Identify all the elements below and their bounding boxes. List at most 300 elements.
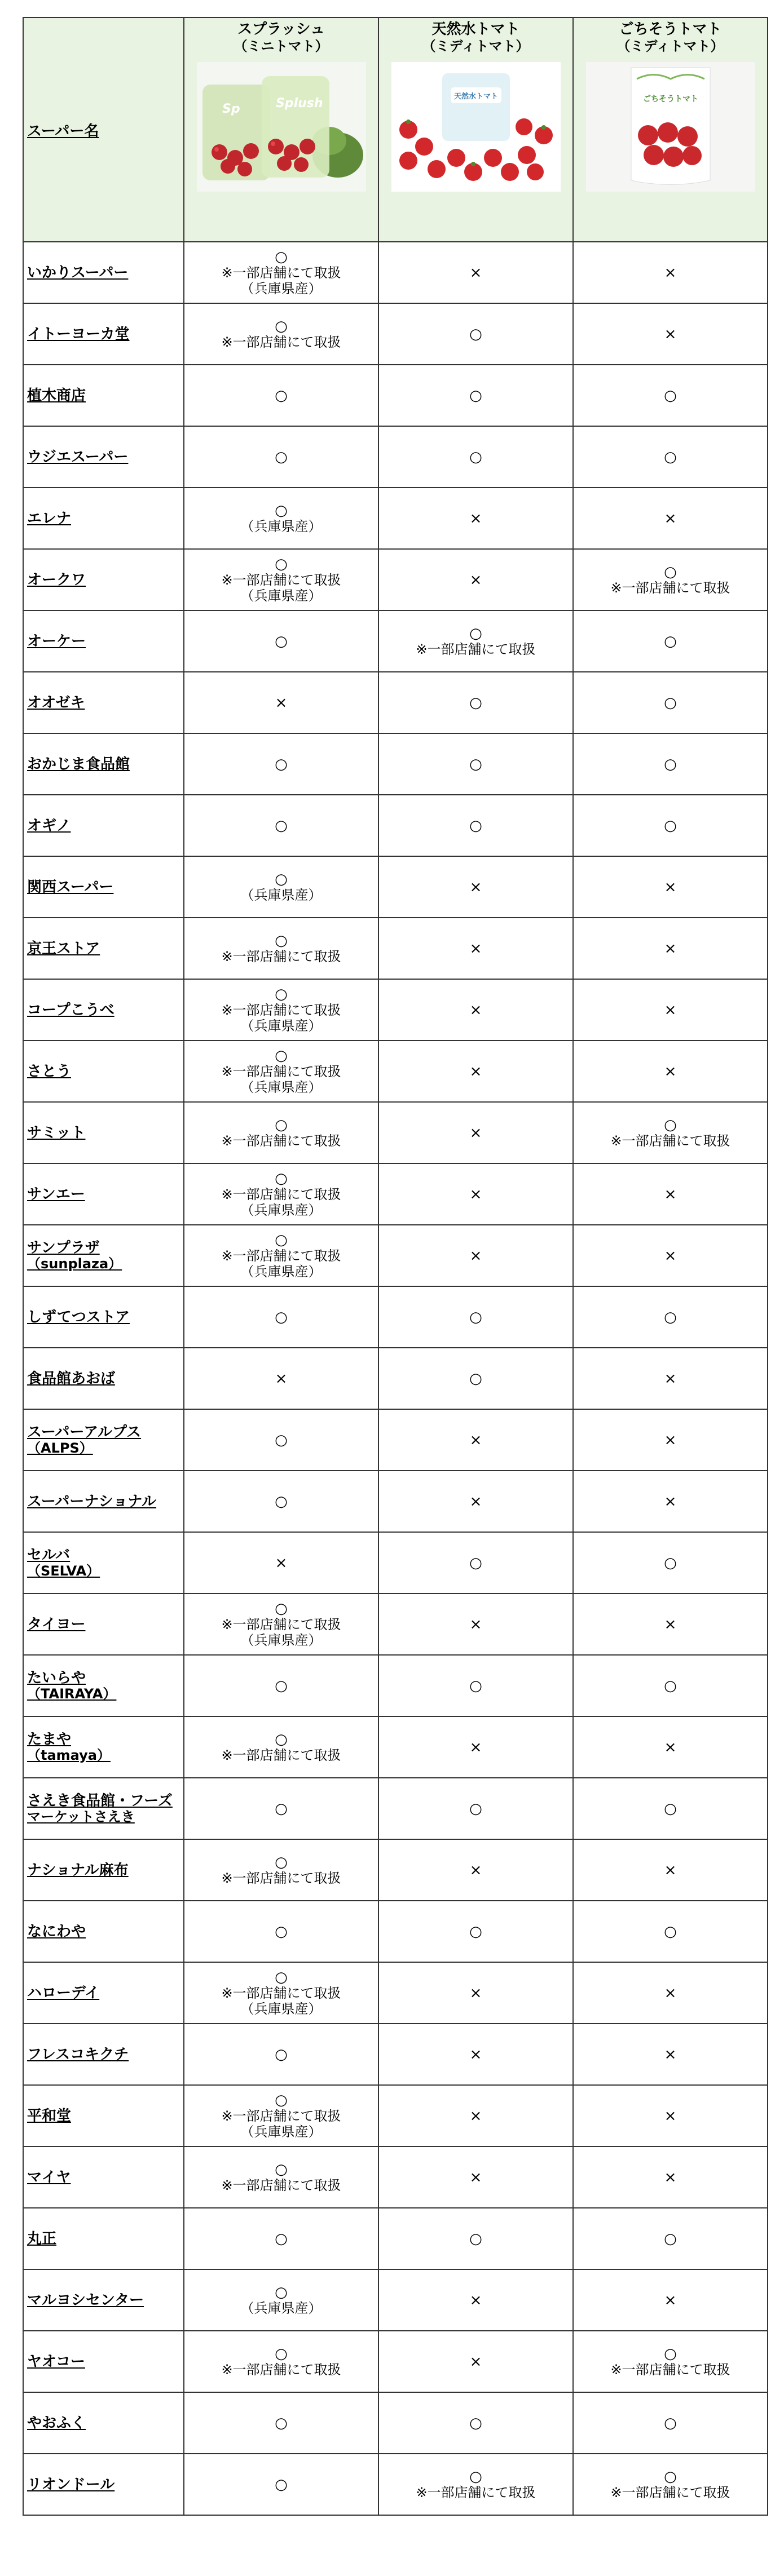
store-name-cell xyxy=(23,1594,184,1655)
availability-cell xyxy=(184,426,378,488)
availability-mark: ○ xyxy=(275,448,288,466)
availability-mark: ○ xyxy=(664,1800,677,1817)
store-column-header xyxy=(23,17,184,242)
availability-cell xyxy=(573,1532,768,1594)
store-name-cell xyxy=(23,488,184,549)
availability-mark: ○ xyxy=(275,985,288,1003)
svg-text:Sp: Sp xyxy=(222,102,240,116)
table-row xyxy=(23,672,768,733)
store-name-cell xyxy=(23,1778,184,1839)
availability-mark: ○ xyxy=(275,555,288,573)
store-name-cell xyxy=(23,2269,184,2331)
availability-cell xyxy=(378,1163,573,1225)
availability-cell xyxy=(378,2392,573,2454)
availability-mark: ○ xyxy=(275,2476,288,2493)
store-name: たまや xyxy=(27,1730,72,1748)
table-row xyxy=(23,1839,768,1901)
availability-cell xyxy=(184,1286,378,1348)
availability-cell xyxy=(378,856,573,918)
table-row xyxy=(23,1225,768,1286)
table-row xyxy=(23,303,768,365)
availability-cell xyxy=(573,2085,768,2146)
table-row xyxy=(23,795,768,856)
availability-mark: ○ xyxy=(275,387,288,404)
availability-note: ※一部店舗にて取扱 xyxy=(221,2108,341,2124)
availability-cell xyxy=(573,1471,768,1532)
store-name-sub: （tamaya） xyxy=(27,1747,111,1763)
availability-mark: × xyxy=(469,264,482,281)
store-name: ナショナル麻布 xyxy=(27,1861,129,1879)
availability-mark: × xyxy=(469,1615,482,1633)
store-name: サンエー xyxy=(27,1185,85,1203)
availability-note: ※一部店舗にて取扱 xyxy=(221,1747,341,1763)
table-row xyxy=(23,1041,768,1102)
availability-note: （兵庫県産） xyxy=(240,1263,322,1280)
store-name: やおふく xyxy=(27,2414,86,2432)
store-name-cell xyxy=(23,1962,184,2024)
availability-note: ※一部店舗にて取扱 xyxy=(610,579,730,596)
availability-cell xyxy=(573,365,768,426)
availability-cell xyxy=(378,1778,573,1839)
availability-cell xyxy=(573,1839,768,1901)
table-row xyxy=(23,1409,768,1471)
availability-mark: × xyxy=(469,1984,482,2002)
availability-cell xyxy=(378,242,573,303)
store-name: 平和堂 xyxy=(27,2107,72,2124)
availability-cell xyxy=(378,549,573,610)
product-type: （ミニトマト） xyxy=(234,38,329,54)
availability-cell xyxy=(378,426,573,488)
availability-mark: ○ xyxy=(275,870,288,888)
availability-cell xyxy=(573,1163,768,1225)
table-wrapper xyxy=(23,17,767,2516)
availability-mark: × xyxy=(664,1861,677,1879)
store-name: ハローデイ xyxy=(27,1984,100,2002)
availability-cell xyxy=(184,549,378,610)
availability-mark: ○ xyxy=(275,2046,288,2063)
product-header-splash xyxy=(184,17,378,242)
store-name-cell xyxy=(23,1532,184,1594)
availability-cell xyxy=(573,1409,768,1471)
table-row xyxy=(23,1286,768,1348)
table-row xyxy=(23,918,768,979)
availability-mark: ○ xyxy=(664,817,677,834)
availability-cell xyxy=(378,303,573,365)
store-name: オークワ xyxy=(27,571,86,588)
store-name: セルバ xyxy=(27,1546,71,1564)
store-name: いかりスーパー xyxy=(27,264,129,281)
store-name: サミット xyxy=(27,1124,86,1141)
availability-cell xyxy=(378,1716,573,1778)
store-name-sub: （ALPS） xyxy=(27,1440,93,1456)
availability-cell xyxy=(378,1839,573,1901)
store-name-cell xyxy=(23,2085,184,2146)
availability-mark: × xyxy=(469,1063,482,1080)
availability-mark: × xyxy=(469,2046,482,2063)
availability-cell xyxy=(573,1286,768,1348)
store-name-cell xyxy=(23,1286,184,1348)
availability-cell xyxy=(573,242,768,303)
table-row xyxy=(23,1716,768,1778)
store-name-cell xyxy=(23,2146,184,2208)
availability-mark: ○ xyxy=(469,694,482,711)
availability-cell xyxy=(184,2269,378,2331)
availability-cell xyxy=(378,2454,573,2515)
availability-mark: ○ xyxy=(275,2283,288,2301)
availability-cell xyxy=(378,918,573,979)
availability-cell xyxy=(184,918,378,979)
availability-mark: × xyxy=(469,1124,482,1141)
availability-cell xyxy=(573,1716,768,1778)
availability-mark: ○ xyxy=(469,325,482,343)
availability-mark: ○ xyxy=(664,2345,677,2362)
svg-text:Splush: Splush xyxy=(275,96,323,110)
store-name: オーケー xyxy=(27,632,86,650)
availability-cell xyxy=(573,549,768,610)
availability-cell xyxy=(573,979,768,1041)
availability-mark: × xyxy=(469,2353,482,2370)
table-row xyxy=(23,2392,768,2454)
availability-note: （兵庫県産） xyxy=(240,2000,322,2017)
product-type: （ミディトマト） xyxy=(422,38,530,54)
availability-cell xyxy=(378,365,573,426)
availability-cell xyxy=(378,2085,573,2146)
availability-mark: ○ xyxy=(275,1231,288,1249)
availability-mark: ○ xyxy=(275,817,288,834)
availability-mark: ○ xyxy=(664,1308,677,1326)
table-row xyxy=(23,2085,768,2146)
store-name: 関西スーパー xyxy=(27,878,114,896)
availability-cell xyxy=(378,672,573,733)
availability-note: （兵庫県産） xyxy=(240,1202,322,1218)
availability-cell xyxy=(184,1041,378,1102)
availability-cell xyxy=(184,672,378,733)
store-name-sub: マーケットさえき xyxy=(27,1808,135,1825)
availability-cell xyxy=(184,2454,378,2515)
availability-mark: × xyxy=(664,1001,677,1019)
availability-mark: × xyxy=(469,1493,482,1510)
availability-cell xyxy=(184,2085,378,2146)
availability-mark: × xyxy=(469,2107,482,2124)
availability-cell xyxy=(378,2024,573,2085)
availability-cell xyxy=(573,1102,768,1163)
store-name-cell xyxy=(23,1225,184,1286)
availability-mark: ○ xyxy=(275,1730,288,1748)
table-row xyxy=(23,2331,768,2392)
store-name: 食品館あおば xyxy=(27,1370,116,1387)
availability-note: ※一部店舗にて取扱 xyxy=(221,572,341,588)
availability-cell xyxy=(573,2024,768,2085)
store-name: イトーヨーカ堂 xyxy=(27,325,130,343)
availability-mark: ○ xyxy=(469,1554,482,1572)
availability-note: （兵庫県産） xyxy=(240,587,322,604)
product-name: 天然水トマト xyxy=(431,21,520,38)
availability-mark: ○ xyxy=(664,387,677,404)
availability-mark: × xyxy=(664,325,677,343)
store-name-cell xyxy=(23,2454,184,2515)
table-row xyxy=(23,2208,768,2269)
availability-cell xyxy=(378,1286,573,1348)
availability-note: ※一部店舗にて取扱 xyxy=(221,948,341,964)
availability-cell xyxy=(573,2269,768,2331)
product-header-tennensui xyxy=(378,17,573,242)
svg-text:天然水トマト: 天然水トマト xyxy=(453,92,498,101)
availability-cell xyxy=(184,1594,378,1655)
availability-cell xyxy=(378,488,573,549)
availability-mark: ○ xyxy=(469,817,482,834)
availability-note: （兵庫県産） xyxy=(240,2300,322,2316)
availability-mark: ○ xyxy=(275,2414,288,2432)
availability-note: ※一部店舗にて取扱 xyxy=(610,1132,730,1149)
availability-note: （兵庫県産） xyxy=(240,1632,322,1648)
store-name: マイヤ xyxy=(27,2168,71,2186)
store-name-cell xyxy=(23,303,184,365)
availability-note: ※一部店舗にて取扱 xyxy=(221,264,341,281)
store-name-cell xyxy=(23,1163,184,1225)
table-row xyxy=(23,242,768,303)
availability-mark: × xyxy=(664,1370,677,1387)
availability-mark: × xyxy=(469,2291,482,2309)
tennensui-tomato-photo xyxy=(391,62,561,192)
store-name-cell xyxy=(23,795,184,856)
availability-cell xyxy=(184,795,378,856)
store-name-cell xyxy=(23,2331,184,2392)
availability-cell xyxy=(573,2454,768,2515)
availability-cell xyxy=(573,610,768,672)
availability-mark: × xyxy=(275,1554,288,1572)
table-row xyxy=(23,1102,768,1163)
availability-note: ※一部店舗にて取扱 xyxy=(221,2361,341,2378)
table-row xyxy=(23,979,768,1041)
availability-note: ※一部店舗にて取扱 xyxy=(221,1063,341,1079)
availability-cell xyxy=(184,1532,378,1594)
availability-cell xyxy=(573,918,768,979)
availability-mark: ○ xyxy=(275,317,288,335)
availability-cell xyxy=(184,1348,378,1409)
availability-mark: × xyxy=(275,1370,288,1387)
store-name-cell xyxy=(23,2392,184,2454)
availability-mark: ○ xyxy=(275,248,288,265)
availability-cell xyxy=(378,1225,573,1286)
availability-mark: ○ xyxy=(275,2345,288,2362)
availability-note: ※一部店舗にて取扱 xyxy=(416,2484,536,2500)
table-row xyxy=(23,1778,768,1839)
availability-cell xyxy=(184,2146,378,2208)
availability-cell xyxy=(573,1901,768,1962)
store-name-cell xyxy=(23,1471,184,1532)
table-row xyxy=(23,488,768,549)
availability-mark: ○ xyxy=(664,1923,677,1940)
availability-mark: × xyxy=(664,878,677,896)
availability-mark: × xyxy=(664,2046,677,2063)
availability-note: ※一部店舗にて取扱 xyxy=(221,1247,341,1264)
availability-mark: ○ xyxy=(275,1600,288,1617)
availability-cell xyxy=(378,1655,573,1716)
availability-mark: × xyxy=(664,2107,677,2124)
table-row xyxy=(23,2454,768,2515)
availability-mark: ○ xyxy=(469,1370,482,1387)
store-name: フレスコキクチ xyxy=(27,2046,129,2063)
availability-cell xyxy=(378,1962,573,2024)
availability-mark: × xyxy=(469,1185,482,1203)
table-row xyxy=(23,610,768,672)
availability-cell xyxy=(184,2024,378,2085)
table-row xyxy=(23,1471,768,1532)
availability-cell xyxy=(573,1655,768,1716)
availability-cell xyxy=(184,2392,378,2454)
availability-mark: ○ xyxy=(664,1116,677,1134)
availability-cell xyxy=(573,2392,768,2454)
store-name: オオゼキ xyxy=(27,694,85,711)
availability-cell xyxy=(184,1962,378,2024)
availability-mark: ○ xyxy=(664,448,677,466)
availability-mark: × xyxy=(469,2168,482,2186)
table-row xyxy=(23,2024,768,2085)
availability-mark: ○ xyxy=(275,1800,288,1817)
store-name: リオンドール xyxy=(27,2476,115,2493)
availability-cell xyxy=(573,1348,768,1409)
store-name-cell xyxy=(23,549,184,610)
availability-cell xyxy=(184,733,378,795)
availability-mark: ○ xyxy=(275,632,288,650)
availability-note: （兵庫県産） xyxy=(240,2123,322,2140)
availability-cell xyxy=(573,856,768,918)
availability-cell xyxy=(573,672,768,733)
store-name-cell xyxy=(23,242,184,303)
store-name-cell xyxy=(23,1348,184,1409)
availability-cell xyxy=(184,1163,378,1225)
availability-mark: ○ xyxy=(469,448,482,466)
availability-note: （兵庫県産） xyxy=(240,280,322,296)
availability-cell xyxy=(378,2208,573,2269)
store-name-cell xyxy=(23,733,184,795)
availability-mark: ○ xyxy=(469,755,482,773)
availability-mark: ○ xyxy=(469,625,482,642)
availability-cell xyxy=(184,1901,378,1962)
availability-cell xyxy=(184,1778,378,1839)
availability-mark: ○ xyxy=(664,563,677,581)
availability-mark: ○ xyxy=(469,2468,482,2485)
product-header-gochisou xyxy=(573,17,768,242)
availability-note: ※一部店舗にて取扱 xyxy=(221,334,341,350)
availability-cell xyxy=(573,1778,768,1839)
availability-mark: ○ xyxy=(664,1554,677,1572)
table-row xyxy=(23,549,768,610)
availability-note: ※一部店舗にて取扱 xyxy=(221,1616,341,1632)
availability-cell xyxy=(378,610,573,672)
availability-cell xyxy=(378,1409,573,1471)
availability-note: ※一部店舗にて取扱 xyxy=(610,2361,730,2378)
table-row xyxy=(23,1962,768,2024)
availability-cell xyxy=(573,2146,768,2208)
availability-mark: ○ xyxy=(664,632,677,650)
store-name: おかじま食品館 xyxy=(27,755,130,773)
availability-cell xyxy=(184,1409,378,1471)
availability-note: ※一部店舗にて取扱 xyxy=(221,1985,341,2001)
availability-mark: ○ xyxy=(664,2414,677,2432)
table-row xyxy=(23,2146,768,2208)
availability-cell xyxy=(184,1655,378,1716)
store-name: さえき食品館・フーズ xyxy=(27,1792,173,1809)
store-name-cell xyxy=(23,1041,184,1102)
availability-cell xyxy=(378,1532,573,1594)
header-row xyxy=(23,17,768,242)
availability-mark: × xyxy=(469,878,482,896)
availability-cell xyxy=(378,1348,573,1409)
availability-mark: × xyxy=(664,1185,677,1203)
availability-mark: ○ xyxy=(469,387,482,404)
availability-mark: × xyxy=(664,1738,677,1756)
table-row xyxy=(23,426,768,488)
availability-mark: × xyxy=(664,2168,677,2186)
availability-cell xyxy=(378,1901,573,1962)
table-row xyxy=(23,2269,768,2331)
availability-mark: ○ xyxy=(275,755,288,773)
availability-note: ※一部店舗にて取扱 xyxy=(221,1186,341,1202)
store-name: なにわや xyxy=(27,1923,86,1940)
store-name: さとう xyxy=(27,1063,72,1080)
table-row xyxy=(23,856,768,918)
availability-note: ※一部店舗にて取扱 xyxy=(416,641,536,657)
availability-mark: × xyxy=(275,694,288,711)
store-name-sub: （sunplaza） xyxy=(27,1255,122,1272)
availability-cell xyxy=(573,1962,768,2024)
availability-cell xyxy=(378,1471,573,1532)
availability-note: ※一部店舗にて取扱 xyxy=(221,1002,341,1018)
table-row xyxy=(23,1348,768,1409)
availability-note: （兵庫県産） xyxy=(240,1017,322,1034)
availability-cell xyxy=(184,979,378,1041)
availability-cell xyxy=(573,1225,768,1286)
availability-note: （兵庫県産） xyxy=(240,1079,322,1095)
availability-mark: ○ xyxy=(469,1923,482,1940)
availability-mark: × xyxy=(469,1861,482,1879)
availability-mark: × xyxy=(664,2291,677,2309)
table-row xyxy=(23,733,768,795)
availability-note: （兵庫県産） xyxy=(240,887,322,903)
store-name: オギノ xyxy=(27,817,71,834)
store-name-cell xyxy=(23,610,184,672)
availability-mark: ○ xyxy=(664,755,677,773)
availability-mark: ○ xyxy=(275,1493,288,1510)
store-name: マルヨシセンター xyxy=(27,2291,144,2309)
availability-cell xyxy=(378,2146,573,2208)
availability-note: ※一部店舗にて取扱 xyxy=(610,2484,730,2500)
availability-cell xyxy=(573,1594,768,1655)
availability-mark: × xyxy=(664,1615,677,1633)
store-availability-table xyxy=(23,17,768,2516)
store-name-cell xyxy=(23,918,184,979)
store-name: スーパーナショナル xyxy=(27,1493,157,1510)
product-name: ごちそうトマト xyxy=(619,21,722,38)
store-name: タイヨー xyxy=(27,1615,86,1633)
availability-mark: × xyxy=(664,264,677,281)
availability-note: ※一部店舗にて取扱 xyxy=(221,1132,341,1149)
product-name: スプラッシュ xyxy=(237,21,325,38)
availability-mark: ○ xyxy=(275,1047,288,1064)
availability-mark: × xyxy=(664,1431,677,1449)
availability-cell xyxy=(378,795,573,856)
availability-cell xyxy=(184,488,378,549)
store-name: サンプラザ xyxy=(27,1239,100,1256)
availability-cell xyxy=(184,303,378,365)
availability-mark: ○ xyxy=(275,2230,288,2247)
availability-mark: ○ xyxy=(275,2091,288,2109)
availability-cell xyxy=(184,1471,378,1532)
availability-mark: ○ xyxy=(275,932,288,949)
gochisou-tomato-photo xyxy=(586,62,755,192)
availability-cell xyxy=(573,2208,768,2269)
